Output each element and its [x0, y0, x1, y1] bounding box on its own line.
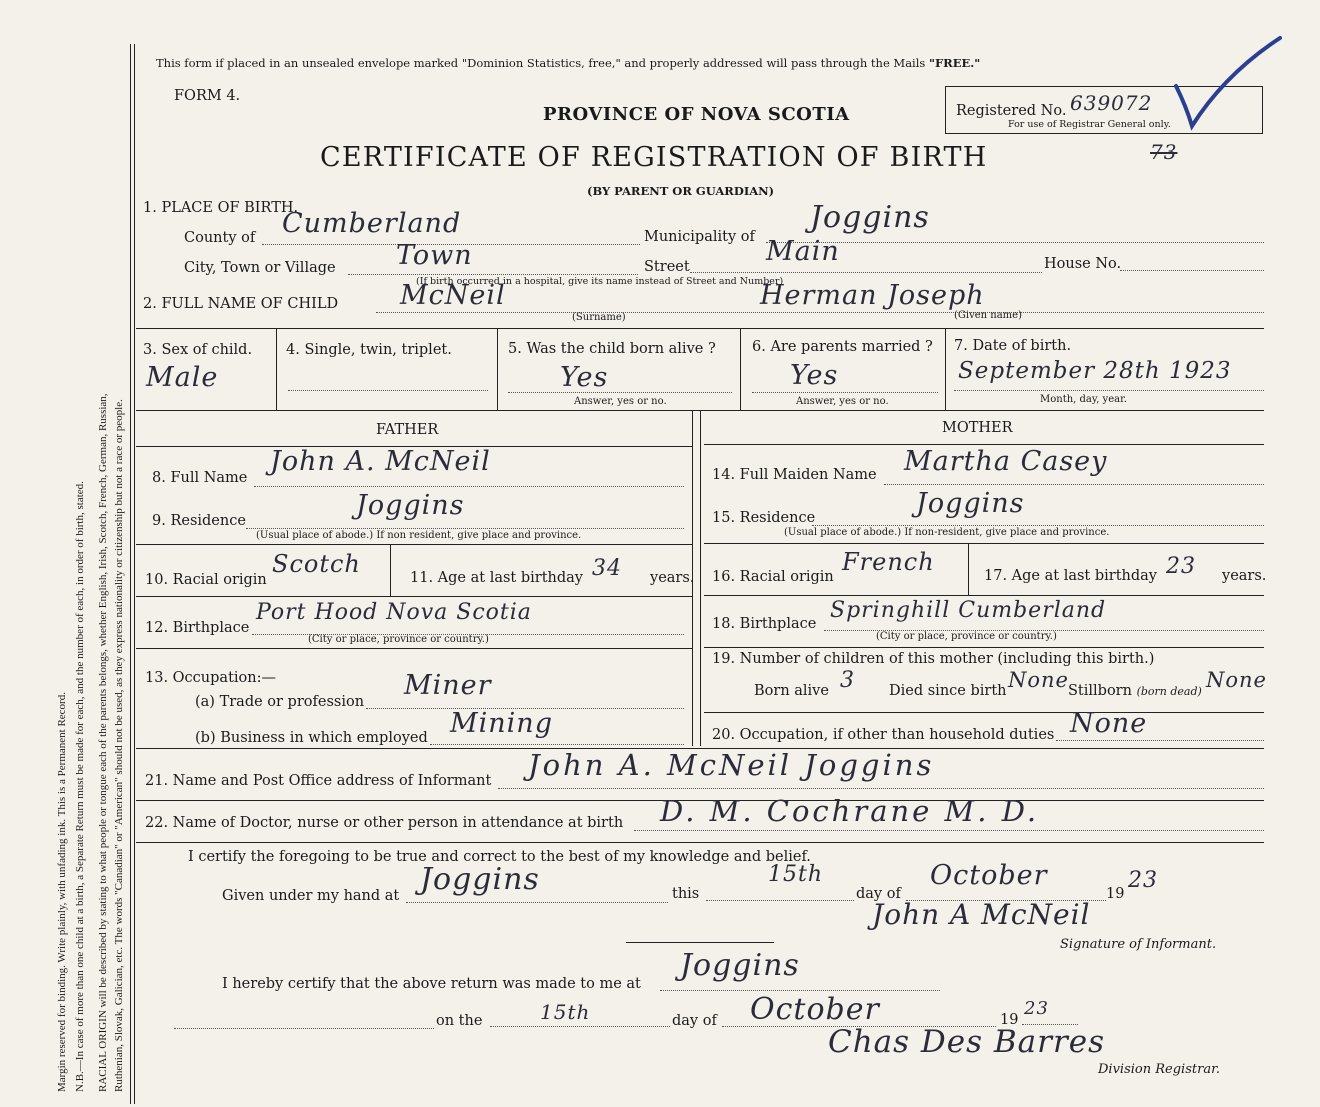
- mother-residence-value: Joggins: [916, 488, 1025, 519]
- sex-value: Male: [146, 362, 219, 393]
- county-label: County of: [184, 230, 256, 246]
- father-age-unit: years.: [650, 570, 695, 586]
- registered-number: 639072: [1070, 91, 1153, 115]
- mother-birthplace-caption: (City or place, province or country.): [876, 631, 1057, 642]
- certificate-title: CERTIFICATE OF REGISTRATION OF BIRTH: [320, 142, 988, 173]
- informant-value: John A. McNeil Joggins: [528, 748, 935, 782]
- margin-rule: [130, 44, 131, 1104]
- doctor-value: D. M. Cochrane M. D.: [660, 794, 1040, 828]
- street-value: Main: [766, 236, 840, 267]
- mother-race-value: French: [842, 548, 935, 576]
- date-of-birth-caption: Month, day, year.: [1040, 394, 1127, 405]
- margin-note-3: RACIAL ORIGIN will be described by stating to what people or tongue each of the parents belongs, whether English, Irish, Scotch, French, German, Russian,: [97, 393, 109, 1092]
- mother-age-label: 17. Age at last birthday: [984, 568, 1157, 584]
- date-of-birth-label: 7. Date of birth.: [954, 338, 1072, 354]
- father-race-value: Scotch: [272, 550, 361, 578]
- stillborn-value: None: [1206, 668, 1267, 692]
- street-label: Street: [644, 259, 690, 275]
- child-given-value: Herman Joseph: [760, 280, 985, 311]
- doctor-label: 22. Name of Doctor, nurse or other person in attendance at birth: [145, 815, 624, 831]
- place-of-birth-label: 1. PLACE OF BIRTH.: [143, 200, 299, 216]
- county-value: Cumberland: [282, 208, 462, 239]
- registrar-year-value: 23: [1024, 998, 1049, 1019]
- father-residence-caption: (Usual place of abode.) If non resident, give place and province.: [256, 530, 582, 541]
- municipality-value: Joggins: [810, 200, 930, 235]
- father-name-label: 8. Full Name: [152, 470, 248, 486]
- registrar-caption: Division Registrar.: [1098, 1062, 1220, 1077]
- certify-statement: I certify the foregoing to be true and correct to the best of my knowledge and belief.: [188, 849, 811, 865]
- given-day-of-label: day of: [856, 886, 901, 902]
- mother-age-value: 23: [1166, 554, 1196, 579]
- parents-married-answer: Yes: [790, 360, 839, 391]
- father-birthplace-caption: (City or place, province or country.): [308, 634, 489, 645]
- mother-age-unit: years.: [1222, 568, 1267, 584]
- children-count-label: 19. Number of children of this mother (including this birth.): [712, 651, 1155, 667]
- city-value: Town: [396, 240, 473, 271]
- given-day-value: 15th: [768, 862, 824, 887]
- check-mark-icon: [1170, 34, 1290, 134]
- mother-occupation-value: None: [1070, 708, 1148, 739]
- margin-note-2: N.B.—In case of more than one child at a birth, a Separate Return must be made for each, and the number of each, in order of birth, stated.: [74, 481, 86, 1092]
- father-birthplace-value: Port Hood Nova Scotia: [256, 600, 532, 625]
- father-trade-label: (a) Trade or profession: [195, 694, 365, 710]
- date-of-birth-value: September 28th 1923: [958, 358, 1232, 384]
- father-business-value: Mining: [450, 708, 553, 739]
- municipality-label: Municipality of: [644, 229, 755, 245]
- mother-occupation-label: 20. Occupation, if other than household duties: [712, 727, 1055, 743]
- mother-name-label: 14. Full Maiden Name: [712, 467, 877, 483]
- margin-rule-inner: [134, 44, 135, 1104]
- father-residence-value: Joggins: [356, 490, 465, 521]
- father-race-label: 10. Racial origin: [145, 572, 267, 588]
- mother-birthplace-label: 18. Birthplace: [712, 616, 817, 632]
- mother-birthplace-value: Springhill Cumberland: [830, 598, 1107, 623]
- mother-name-value: Martha Casey: [904, 446, 1108, 477]
- registrar-month-value: October: [750, 992, 880, 1027]
- born-alive-caption: Answer, yes or no.: [574, 396, 667, 407]
- given-place-value: Joggins: [420, 862, 540, 897]
- hospital-note: (If birth occurred in a hospital, give its name instead of Street and Number): [416, 276, 784, 287]
- registrar-statement: I hereby certify that the above return was made to me at: [222, 976, 641, 992]
- born-alive-answer: Yes: [560, 362, 609, 393]
- parents-married-caption: Answer, yes or no.: [796, 396, 889, 407]
- mother-residence-caption: (Usual place of abode.) If non-resident, give place and province.: [784, 527, 1110, 538]
- registrar-on-label: on the: [436, 1013, 483, 1029]
- registrar-note: For use of Registrar General only.: [1008, 119, 1171, 130]
- parents-married-question: 6. Are parents married ?: [752, 339, 933, 355]
- given-under-label: Given under my hand at: [222, 888, 400, 904]
- mother-race-label: 16. Racial origin: [712, 569, 834, 585]
- mother-residence-label: 15. Residence: [712, 510, 816, 526]
- registrar-place-value: Joggins: [680, 948, 800, 983]
- registrar-day-of-label: day of: [672, 1013, 717, 1029]
- certificate-subtitle: (BY PARENT OR GUARDIAN): [587, 184, 775, 198]
- house-number-label: House No.: [1044, 256, 1122, 272]
- registrar-signature: Chas Des Barres: [828, 1024, 1106, 1060]
- father-heading: FATHER: [376, 422, 439, 438]
- plurality-label: 4. Single, twin, triplet.: [286, 342, 452, 358]
- registrar-day-value: 15th: [540, 1000, 591, 1024]
- father-age-label: 11. Age at last birthday: [410, 570, 583, 586]
- father-birthplace-label: 12. Birthplace: [145, 620, 250, 636]
- father-age-value: 34: [592, 556, 622, 581]
- given-year-prefix: 19: [1106, 886, 1125, 902]
- informant-signature-caption: Signature of Informant.: [1060, 937, 1217, 952]
- mother-heading: MOTHER: [942, 420, 1013, 436]
- father-name-value: John A. McNeil: [270, 446, 491, 477]
- stillborn-label: Stillborn (born dead): [1068, 683, 1202, 699]
- child-surname-value: McNeil: [400, 280, 506, 311]
- died-since-birth-value: None: [1008, 668, 1069, 692]
- margin-note-1: Margin reserved for binding. Write plainly, with unfading ink. This is a Permanent Record.: [56, 692, 68, 1092]
- this-label: this: [672, 886, 700, 902]
- registrar-year-prefix: 19: [1000, 1012, 1019, 1028]
- province-heading: PROVINCE OF NOVA SCOTIA: [543, 104, 850, 125]
- born-alive-value: 3: [840, 668, 855, 693]
- father-trade-value: Miner: [404, 670, 492, 701]
- registered-label: Registered No.: [956, 103, 1067, 119]
- father-residence-label: 9. Residence: [152, 513, 246, 529]
- margin-notes: [0, 0, 140, 1107]
- mail-notice: This form if placed in an unsealed envelope marked "Dominion Statistics, free," and properly addressed will pass through the Mails "FREE.": [156, 56, 981, 70]
- city-label: City, Town or Village: [184, 260, 336, 276]
- father-occupation-label: 13. Occupation:—: [145, 670, 276, 686]
- given-caption: (Given name): [954, 310, 1022, 321]
- born-alive-question: 5. Was the child born alive ?: [508, 341, 716, 357]
- margin-note-4: Ruthenian, Slovak, Galician, etc. The words "Canadian" or "American" should not be used, as they express nationality or citizenship but not a race or people.: [113, 399, 125, 1092]
- form-number: FORM 4.: [174, 88, 241, 104]
- died-since-birth-label: Died since birth: [889, 683, 1007, 699]
- child-name-label: 2. FULL NAME OF CHILD: [143, 296, 339, 312]
- father-business-label: (b) Business in which employed: [195, 730, 428, 746]
- informant-label: 21. Name and Post Office address of Informant: [145, 773, 492, 789]
- given-year-value: 23: [1128, 868, 1158, 893]
- sex-label: 3. Sex of child.: [143, 342, 253, 358]
- surname-caption: (Surname): [572, 312, 626, 323]
- given-month-value: October: [930, 860, 1048, 891]
- born-alive-label: Born alive: [754, 683, 829, 699]
- informant-signature: John A McNeil: [872, 898, 1091, 931]
- corner-mark: 73: [1150, 140, 1178, 164]
